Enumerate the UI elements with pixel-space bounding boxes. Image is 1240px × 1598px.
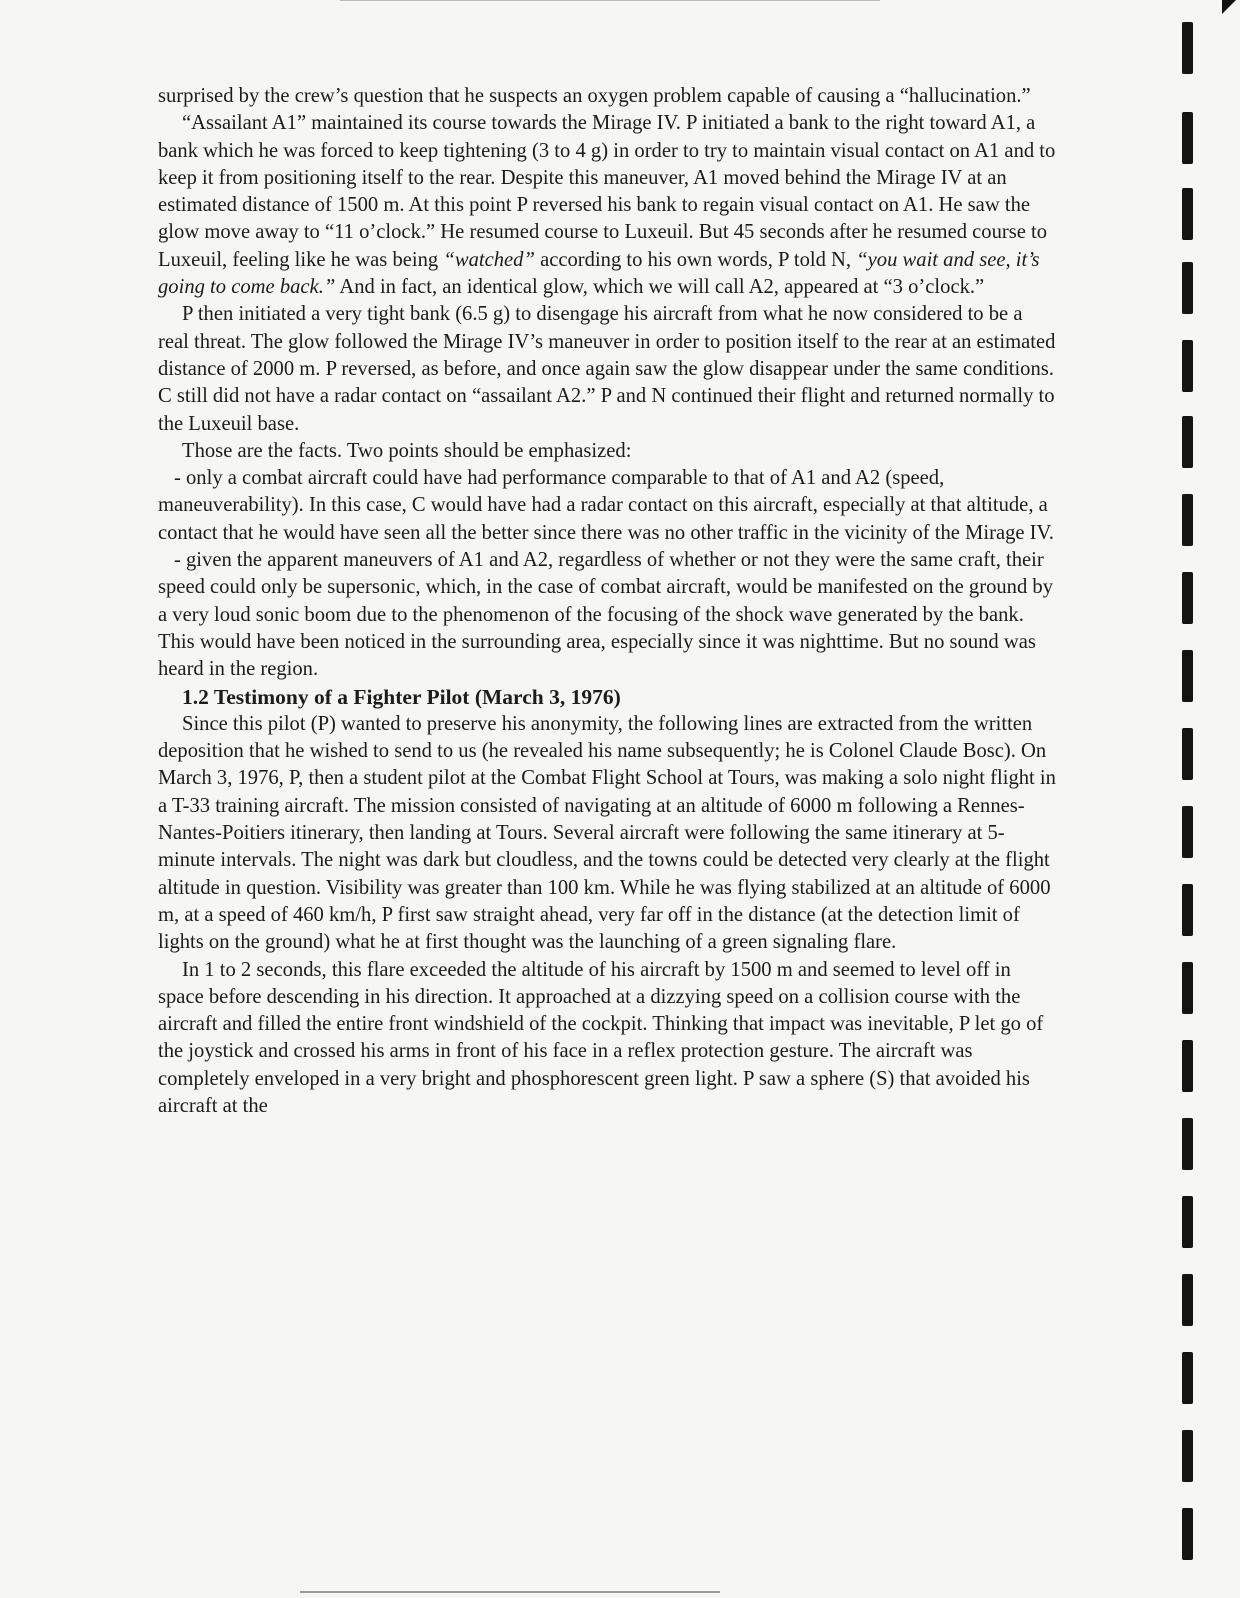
- binding-hole: [1182, 572, 1193, 624]
- paragraph: Since this pilot (P) wanted to preserve his anonymity, the following lines are extracted from the written deposition that he wished to send to us (he revealed his name subsequently; he is Colonel Claude Bosc). On March 3, 1976, P, then a student pilot at the Combat Flight School at Tours, was making a solo night flight in a T-33 training aircraft. The mission consisted of navigating at an altitude of 6000 m following a Rennes-Nantes-Poitiers itinerary, then landing at Tours. Several aircraft were following the same itinerary at 5-minute intervals. The night was dark but cloudless, and the towns could be detected very clearly at the flight altitude in question. Visibility was greater than 100 km. While he was flying stabilized at an altitude of 6000 m, at a speed of 460 km/h, P first saw straight ahead, very far off in the distance (at the detection limit of lights on the ground) what he at first thought was the launching of a green signaling flare.: [158, 712, 1056, 954]
- binding-hole: [1182, 1430, 1193, 1482]
- binding-hole: [1182, 1508, 1193, 1560]
- binding-hole: [1182, 1040, 1193, 1092]
- paragraph-text: according to his own words, P told N,: [534, 248, 857, 271]
- binding-hole: [1182, 112, 1193, 164]
- bullet-paragraph: - given the apparent maneuvers of A1 and A2, regardless of whether or not they were the same craft, their speed could only be supersonic, which, in the case of combat aircraft, would be manifested on the ground by a very loud sonic boom due to the phenomenon of the focusing of the shock wave generated by the bank. This would have been noticed in the surrounding area, especially since it was nighttime. But no sound was heard in the region.: [158, 549, 1053, 681]
- binding-hole: [1182, 728, 1193, 780]
- binding-hole: [1182, 650, 1193, 702]
- paragraph: P then initiated a very tight bank (6.5 g) to disengage his aircraft from what he now considered to be a real threat. The glow followed the Mirage IV’s maneuver in order to position itself to the rear at an estimated distance of 2000 m. P reversed, as before, and once again saw the glow disappear under the same conditions. C still did not have a radar contact on “assailant A2.” P and N continued their flight and returned normally to the Luxeuil base.: [158, 303, 1056, 435]
- binding-hole: [1182, 884, 1193, 936]
- binding-hole: [1182, 962, 1193, 1014]
- paragraph-text: “Assailant A1” maintained its course towards the Mirage IV. P initiated a bank to the right toward A1, a bank which he was forced to keep tightening (3 to 4 g) in order to try to maintain visual contact on A1 and to keep it from positioning itself to the rear. Despite this maneuver, A1 moved behind the Mirage IV at an estimated distance of 1500 m. At this point P reversed his bank to regain visual contact on A1. He saw the glow move away to “11 o’clock.” He resumed course to Luxeuil. But 45 seconds after he resumed course to Luxeuil, feeling like he was being: [158, 112, 1056, 271]
- binding-hole: [1182, 340, 1193, 392]
- section-heading: 1.2 Testimony of a Fighter Pilot (March 3, 1976): [182, 684, 621, 709]
- bullet-paragraph: - only a combat aircraft could have had performance comparable to that of A1 and A2 (speed, maneuverability). In this case, C would have had a radar contact on this aircraft, especially at that altitude, a contact that he would have seen all the better since there was no other traffic in the vicinity of the Mirage IV.: [158, 467, 1054, 544]
- binding-hole: [1182, 262, 1193, 314]
- scan-bottom-edge: [300, 1591, 720, 1593]
- binding-hole: [1182, 1352, 1193, 1404]
- paragraph: Those are the facts. Two points should be emphasized:: [182, 439, 632, 462]
- binding-hole: [1182, 188, 1193, 240]
- italic-quote: “you wait and see, it’s going to come back.”: [158, 248, 1040, 299]
- paragraph: In 1 to 2 seconds, this flare exceeded the altitude of his aircraft by 1500 m and seemed to level off in space before descending in his direction. It approached at a dizzying speed on a collision course with the aircraft and filled the entire front windshield of the cockpit. Thinking that impact was inevitable, P let go of the joystick and crossed his arms in front of his face in a reflex protection gesture. The aircraft was completely enveloped in a very bright and phosphorescent green light. P saw a sphere (S) that avoided his aircraft at the: [158, 958, 1044, 1117]
- italic-quote: “watched”: [443, 248, 535, 271]
- binding-hole: [1182, 494, 1193, 546]
- paragraph: [158, 110, 1058, 301]
- binding-hole: [1182, 1274, 1193, 1326]
- binding-hole: [1182, 806, 1193, 858]
- paragraph-text: And in fact, an identical glow, which we will call A2, appeared at “3 o’clock.”: [335, 276, 985, 299]
- document-body: [158, 83, 1058, 1120]
- scan-corner-mark: [1222, 0, 1236, 14]
- scan-top-edge: [340, 0, 880, 1]
- paragraph: surprised by the crew’s question that he suspects an oxygen problem capable of causing a “hallucination.”: [158, 85, 1031, 107]
- binding-hole: [1182, 1118, 1193, 1170]
- binding-holes: [1176, 0, 1206, 1598]
- binding-hole: [1182, 1196, 1193, 1248]
- binding-hole: [1182, 22, 1193, 74]
- binding-hole: [1182, 416, 1193, 468]
